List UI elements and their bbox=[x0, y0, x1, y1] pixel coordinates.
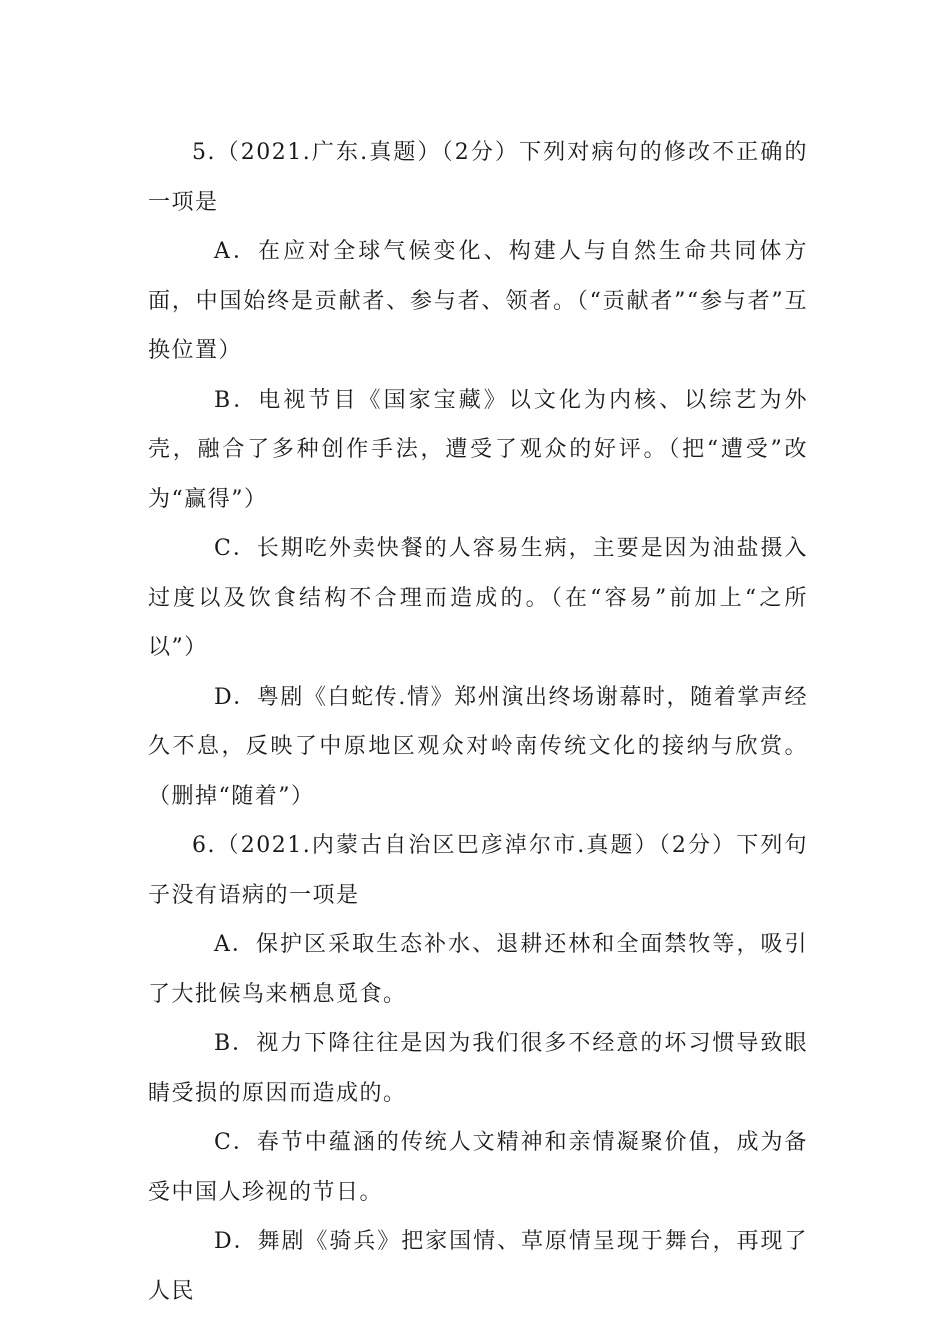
question-6-option-b: B．视力下降往往是因为我们很多不经意的坏习惯导致眼睛受损的原因而造成的。 bbox=[148, 1031, 808, 1106]
question-6-option-c: C．春节中蕴涵的传统人文精神和亲情凝聚价值，成为备受中国人珍视的节日。 bbox=[148, 1130, 808, 1205]
question-5-option-b: B．电视节目《国家宝藏》以文化为内核、以综艺为外壳，融合了多种创作手法，遭受了观众的好评。（把“遭受”改为“赢得”） bbox=[148, 387, 808, 512]
question-6-option-a: A．保护区采取生态补水、退耕还林和全面禁牧等，吸引了大批候鸟来栖息觅食。 bbox=[148, 932, 808, 1007]
question-6-stem: 6.（2021.内蒙古自治区巴彦淖尔市.真题）（2分）下列句子没有语病的一项是 bbox=[148, 833, 808, 908]
question-5-stem: 5.（2021.广东.真题）（2分）下列对病句的修改不正确的一项是 bbox=[148, 140, 808, 215]
document-body bbox=[148, 128, 808, 1316]
question-5-option-a: A．在应对全球气候变化、构建人与自然生命共同体方面，中国始终是贡献者、参与者、领者。（“贡献者”“参与者”互换位置） bbox=[148, 239, 808, 363]
question-5-option-c: C．长期吃外卖快餐的人容易生病，主要是因为油盐摄入过度以及饮食结构不合理而造成的。（在“容易”前加上“之所以”） bbox=[148, 536, 808, 660]
question-6-option-d: D．舞剧《骑兵》把家国情、草原情呈现于舞台，再现了人民 bbox=[148, 1229, 808, 1304]
question-5-option-d: D．粤剧《白蛇传.情》郑州演出终场谢幕时，随着掌声经久不息，反映了中原地区观众对岭南传统文化的接纳与欣赏。（删掉“随着”） bbox=[148, 684, 808, 809]
